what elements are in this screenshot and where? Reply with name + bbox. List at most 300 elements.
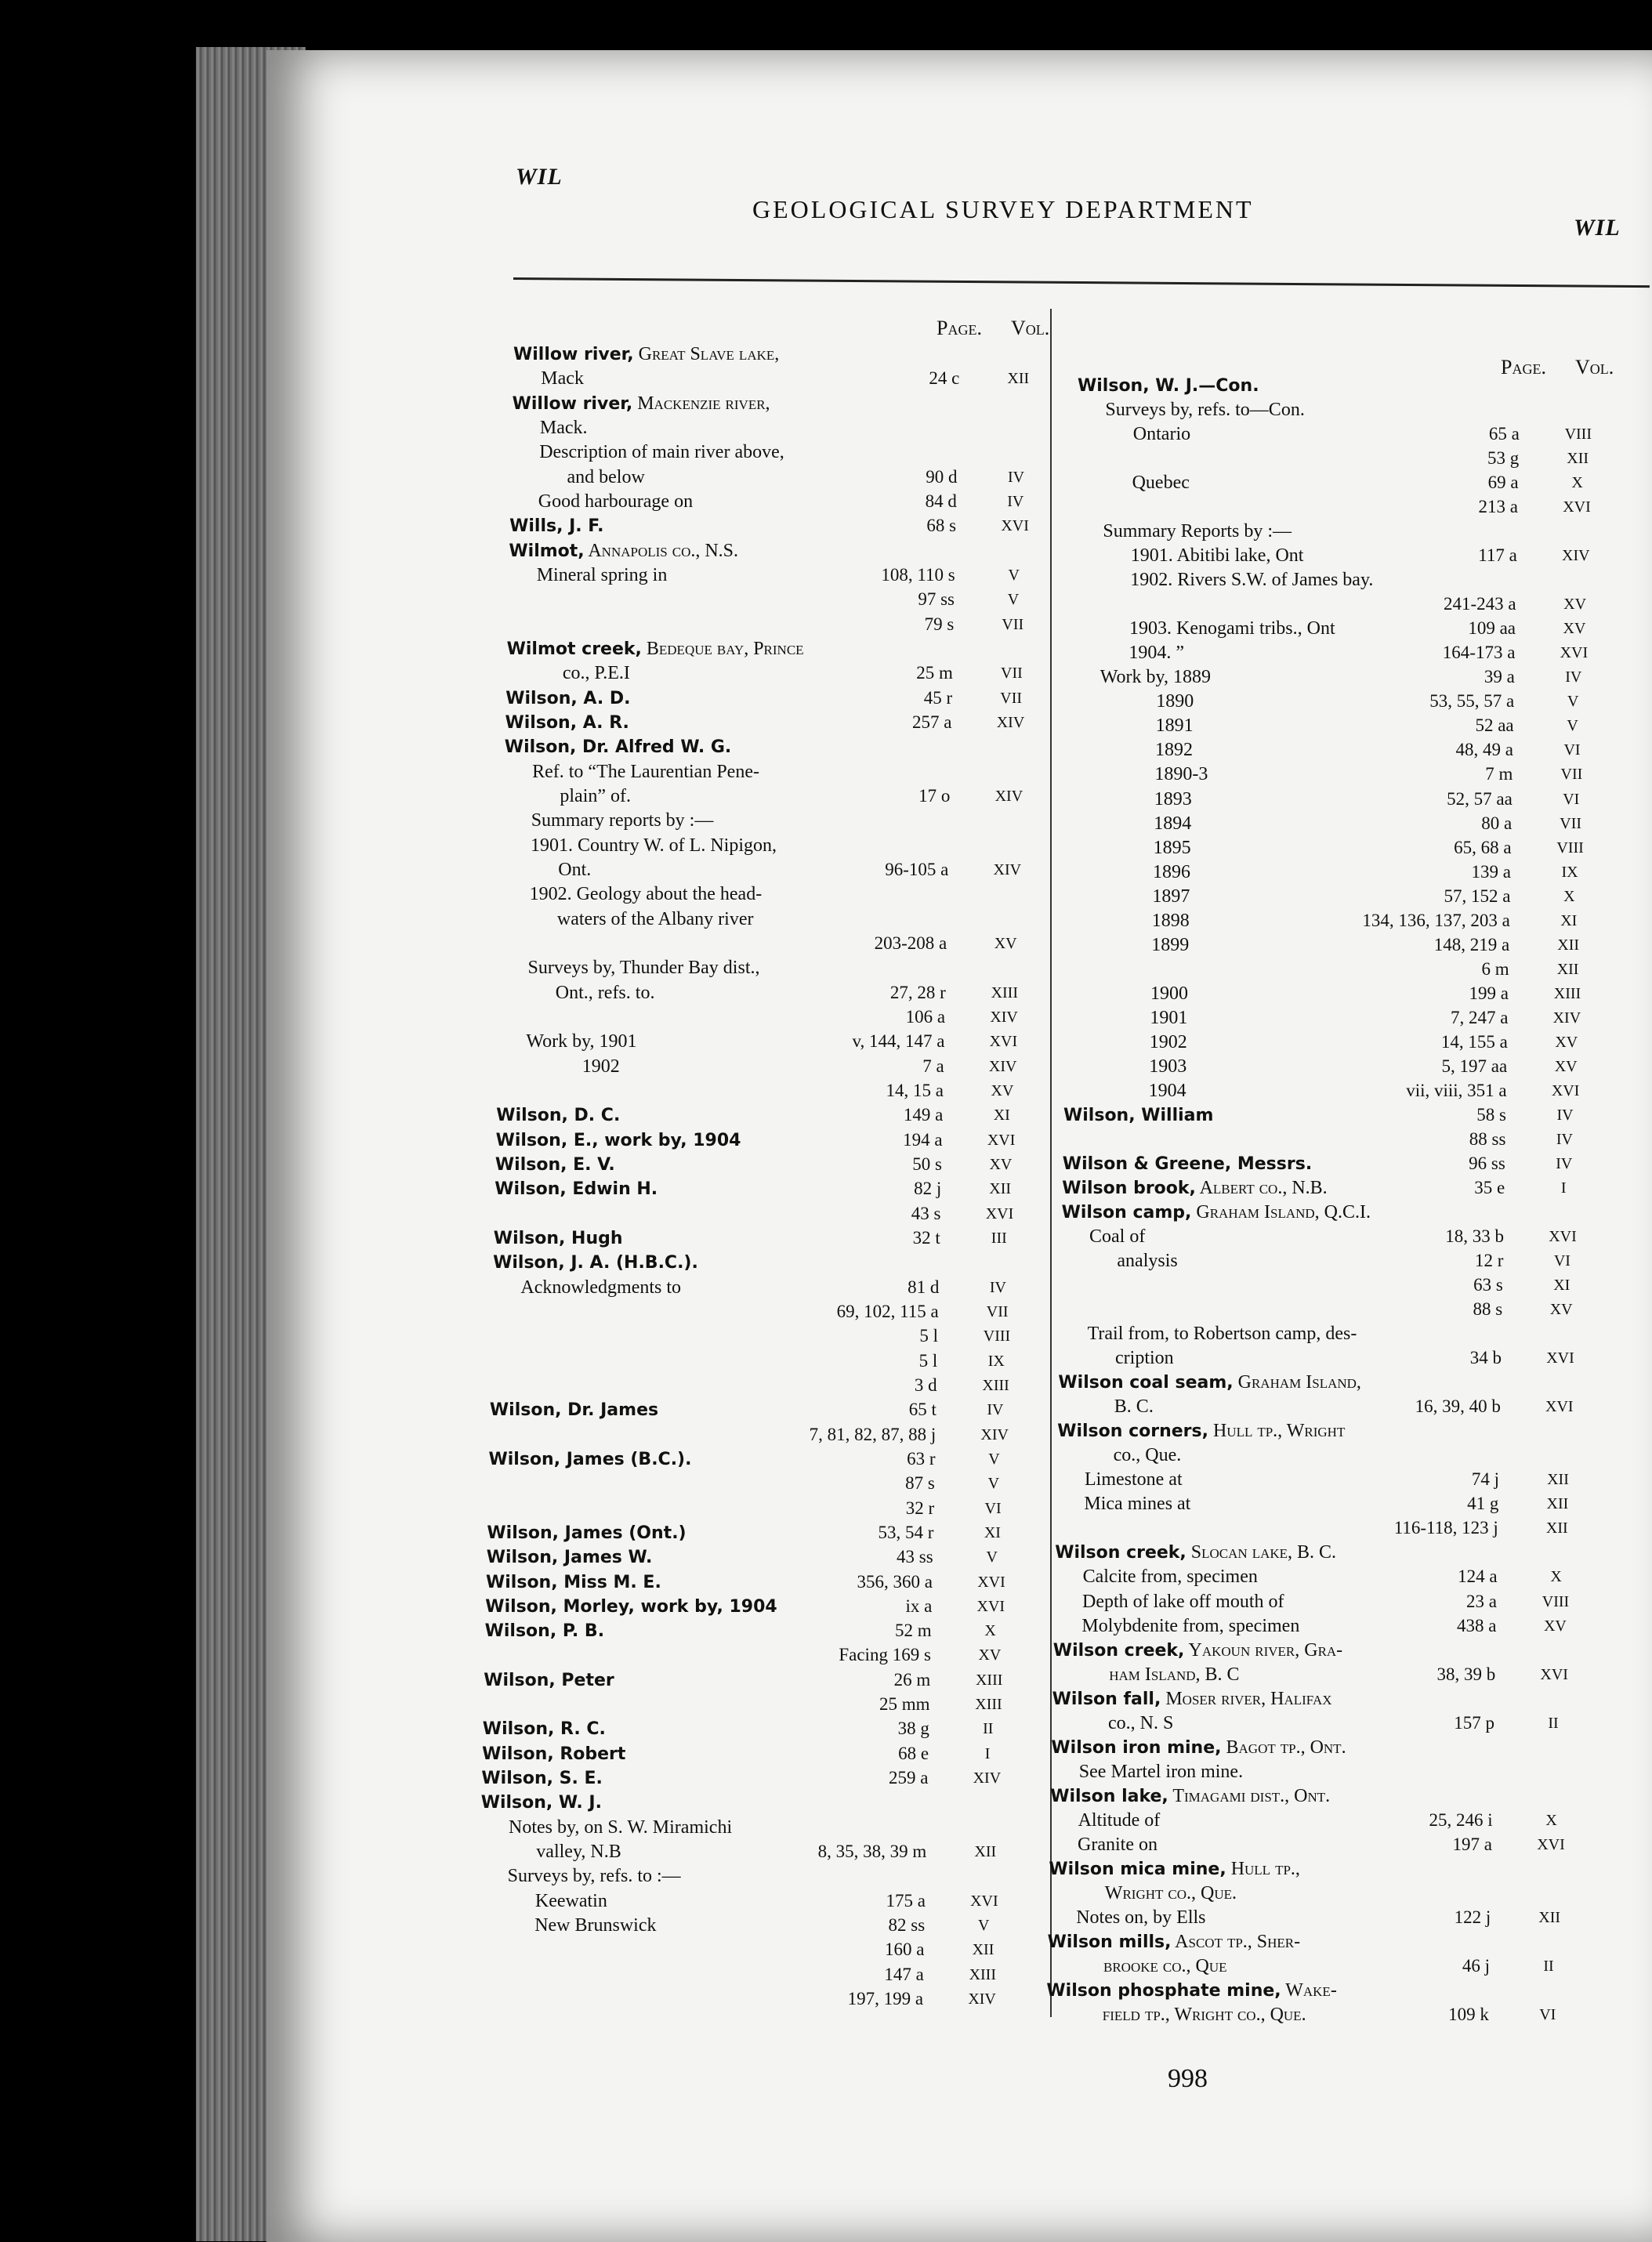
- page-ref: 63 s: [1473, 1275, 1503, 1295]
- index-entry: [540, 418, 588, 438]
- page-ref: 3 d: [914, 1375, 937, 1395]
- page-ref: 96-105 a: [885, 859, 949, 879]
- entry-text: plain” of.: [560, 785, 632, 806]
- entry-text: Ont.: [558, 859, 592, 880]
- index-entry: [1155, 740, 1193, 760]
- entry-text: Description of main river above,: [539, 442, 784, 463]
- entry-location: Yakoun river, Gra-: [1184, 1639, 1343, 1661]
- entry-heading: Wills, J. F.: [509, 516, 604, 537]
- volume-ref: XV: [1563, 596, 1587, 614]
- entry-text: Work by, 1901: [526, 1031, 637, 1052]
- volume-ref: IV: [987, 1401, 1004, 1419]
- entry-text: 1893: [1154, 788, 1192, 810]
- entry-text: Ontario: [1132, 424, 1191, 445]
- page-ref: 25, 246 i: [1429, 1809, 1493, 1830]
- index-entry: [1115, 1348, 1174, 1368]
- index-entry: [490, 1400, 658, 1421]
- index-entry: [1152, 911, 1190, 931]
- entry-text: New Brunswick: [534, 1915, 657, 1936]
- left-colhead-page: Page.: [936, 317, 982, 339]
- entry-heading: Wilson mica mine,: [1049, 1859, 1226, 1879]
- index-entry: [1154, 764, 1208, 784]
- page-ref: vii, viii, 351 a: [1406, 1080, 1507, 1100]
- index-entry: [1046, 1980, 1336, 2001]
- volume-ref: XVI: [1001, 517, 1029, 535]
- entry-heading: Wilson, James (Ont.): [487, 1523, 687, 1543]
- index-entry: [493, 1252, 698, 1273]
- entry-heading: Wilson, Dr. James: [489, 1400, 659, 1421]
- entry-heading: Willow river,: [512, 393, 633, 414]
- page-ref: 213 a: [1478, 497, 1518, 517]
- volume-ref: XV: [1555, 1033, 1578, 1051]
- volume-ref: V: [1567, 717, 1578, 735]
- entry-text: 1899: [1151, 934, 1190, 955]
- entry-text: 1895: [1153, 837, 1191, 858]
- volume-ref: XIV: [988, 1057, 1017, 1075]
- volume-ref: XVI: [1549, 1228, 1577, 1246]
- page-ref: 74 j: [1471, 1469, 1499, 1490]
- entry-location: Wake-: [1281, 1979, 1337, 2001]
- volume-ref: X: [1571, 474, 1583, 492]
- entry-location: Slocan lake, B. C.: [1186, 1542, 1337, 1563]
- index-entry: [1150, 1032, 1187, 1052]
- index-entry: [1050, 1786, 1330, 1807]
- volume-ref: XII: [989, 1180, 1012, 1198]
- index-entry: [1129, 618, 1335, 639]
- entry-text: field tp., Wright co., Que.: [1102, 2005, 1306, 2025]
- volume-ref: I: [1560, 1179, 1567, 1197]
- page-ref: 52, 57 aa: [1447, 788, 1513, 809]
- volume-ref: XVI: [1540, 1665, 1568, 1683]
- entry-heading: Wilson iron mine,: [1051, 1737, 1222, 1758]
- index-entry: [1105, 1883, 1237, 1903]
- index-entry: [1084, 1494, 1190, 1514]
- page-ref: v, 144, 147 a: [852, 1031, 945, 1052]
- page-ref: 32 r: [905, 1498, 935, 1518]
- page-ref: 438 a: [1456, 1615, 1497, 1635]
- volume-ref: XV: [994, 934, 1017, 952]
- index-entry: [1131, 545, 1304, 566]
- volume-ref: XVI: [985, 1204, 1014, 1222]
- volume-ref: XVI: [1560, 644, 1589, 662]
- entry-text: Mineral spring in: [536, 564, 668, 585]
- entry-text: Surveys by, refs. to :—: [507, 1866, 681, 1887]
- index-entry: [532, 762, 759, 782]
- index-entry: [1133, 424, 1190, 444]
- index-entry: [530, 884, 763, 904]
- header-left: WIL: [516, 164, 563, 190]
- volume-ref: II: [983, 1720, 994, 1738]
- header-title: GEOLOGICAL SURVEY DEPARTMENT: [752, 195, 1254, 223]
- index-entry: [1062, 1202, 1371, 1223]
- entry-heading: Wilson brook,: [1062, 1178, 1196, 1198]
- page-ref: 6 m: [1481, 958, 1509, 979]
- entry-text: 1892: [1155, 740, 1193, 761]
- volume-ref: VII: [1560, 814, 1582, 832]
- volume-ref: XIV: [973, 1769, 1002, 1787]
- page-ref: 5 l: [919, 1326, 938, 1346]
- index-entry: [1058, 1372, 1361, 1393]
- index-entry: [485, 1621, 604, 1642]
- index-entry: [513, 344, 779, 365]
- page-ref: 88 ss: [1469, 1128, 1506, 1149]
- page-ref: 149 a: [903, 1105, 944, 1125]
- volume-ref: XIV: [968, 1990, 996, 2008]
- volume-ref: VII: [1560, 766, 1583, 784]
- page-ref: 46 j: [1462, 1955, 1490, 1976]
- volume-ref: V: [987, 1475, 1000, 1493]
- index-entry: [1076, 1907, 1205, 1928]
- index-entry: [560, 786, 631, 806]
- index-entry: [1105, 400, 1304, 420]
- volume-ref: XII: [1545, 1519, 1568, 1538]
- index-entry: [1153, 862, 1190, 882]
- page-ref: 53 g: [1487, 448, 1520, 469]
- entry-text: 1890-3: [1154, 764, 1208, 785]
- entry-text: cription: [1115, 1348, 1174, 1369]
- index-entry: [1089, 1226, 1145, 1247]
- index-entry: [558, 860, 591, 880]
- entry-text: 1901: [1150, 1007, 1188, 1028]
- volume-ref: XII: [1007, 370, 1030, 388]
- index-entry: [1154, 838, 1191, 858]
- entry-text: Surveys by, Thunder Bay dist.,: [527, 958, 760, 979]
- entry-heading: Wilson, A. D.: [505, 688, 631, 708]
- page-ref: 7 a: [922, 1056, 944, 1076]
- page-ref: 356, 360 a: [857, 1571, 933, 1592]
- entry-text: Acknowledgments to: [520, 1277, 682, 1298]
- page-ref: ix a: [905, 1595, 933, 1616]
- entry-text: co., P.E.I: [562, 663, 630, 684]
- entry-text: Wright co., Que.: [1104, 1882, 1237, 1903]
- entry-text: Keewatin: [534, 1890, 607, 1911]
- volume-ref: XII: [1538, 1908, 1561, 1926]
- entry-text: 1900: [1150, 983, 1188, 1004]
- index-entry: [1085, 1469, 1183, 1490]
- index-entry: [1078, 1835, 1157, 1855]
- entry-heading: Wilson fall,: [1052, 1689, 1161, 1709]
- entry-text: 1901. Abitibi lake, Ont: [1130, 545, 1304, 567]
- index-entry: [538, 491, 693, 512]
- entry-location: Albert co., N.B.: [1195, 1177, 1328, 1198]
- volume-ref: XIV: [1562, 547, 1590, 565]
- index-entry: [1083, 1567, 1258, 1587]
- entry-heading: Wilson & Greene, Messrs.: [1062, 1154, 1313, 1174]
- volume-ref: XII: [1547, 1471, 1569, 1489]
- index-entry: [1149, 1081, 1186, 1101]
- entry-text: Work by, 1889: [1100, 667, 1211, 688]
- volume-ref: XIV: [994, 787, 1023, 805]
- left-colhead-vol: Vol.: [1011, 317, 1050, 339]
- volume-ref: XIII: [975, 1696, 1002, 1714]
- volume-ref: VII: [1000, 689, 1023, 707]
- page-ref: 7 m: [1485, 764, 1513, 784]
- page-ref: 259 a: [888, 1768, 929, 1788]
- volume-ref: XVI: [1537, 1835, 1565, 1853]
- entry-heading: Wilson, A. R.: [505, 712, 629, 733]
- index-entry: [1109, 1664, 1239, 1685]
- page-number: 998: [1168, 2064, 1208, 2093]
- index-entry: [495, 1179, 658, 1200]
- index-entry: [563, 663, 630, 683]
- index-entry: [536, 1842, 621, 1862]
- entry-heading: Wilmot creek,: [506, 639, 642, 659]
- page-ref: 194 a: [903, 1129, 943, 1150]
- index-entry: [507, 639, 804, 660]
- index-entry: [487, 1523, 686, 1544]
- page-ref: 5, 197 aa: [1441, 1056, 1508, 1076]
- page-ref: 197, 199 a: [847, 1989, 924, 2009]
- index-entry: [528, 958, 760, 978]
- volume-ref: VI: [1553, 1252, 1570, 1270]
- index-entry: [1052, 1689, 1332, 1710]
- header-right: WIL: [1574, 215, 1621, 241]
- volume-ref: XIII: [982, 1376, 1009, 1394]
- volume-ref: XV: [1563, 620, 1586, 638]
- entry-text: Summary Reports by :—: [1103, 521, 1292, 542]
- entry-location: Timagami dist., Ont.: [1168, 1785, 1331, 1806]
- entry-text: B. C.: [1114, 1396, 1154, 1418]
- index-entry: [537, 565, 668, 585]
- page-ref: 109 aa: [1468, 618, 1516, 639]
- volume-ref: XII: [1556, 960, 1579, 978]
- index-entry: [487, 1547, 653, 1568]
- entry-location: Mackenzie river,: [632, 393, 770, 414]
- entry-text: 1898: [1151, 910, 1190, 931]
- page-ref: 148, 219 a: [1433, 934, 1510, 954]
- page-ref: 53, 55, 57 a: [1429, 691, 1515, 712]
- entry-text: 1891: [1155, 715, 1194, 737]
- page-ref: 52 aa: [1475, 715, 1514, 736]
- entry-heading: Wilson, Morley, work by, 1904: [485, 1596, 777, 1617]
- entry-text: 1904. ”: [1129, 643, 1185, 664]
- entry-location: Graham Island,: [1233, 1372, 1361, 1393]
- index-entry: [495, 1154, 615, 1175]
- entry-location: Annapolis co., N.S.: [584, 540, 739, 561]
- entry-text: Depth of lake off mouth of: [1082, 1591, 1284, 1612]
- volume-ref: V: [988, 1450, 1000, 1468]
- entry-heading: Wilson, Dr. Alfred W. G.: [504, 737, 732, 758]
- volume-ref: IV: [989, 1278, 1006, 1296]
- page-ref: 50 s: [912, 1154, 942, 1174]
- index-entry: [557, 909, 754, 929]
- page-ref: 32 t: [912, 1227, 940, 1248]
- volume-ref: XIII: [1553, 984, 1581, 1002]
- page-ref: 203-208 a: [874, 933, 947, 953]
- index-entry: [1130, 570, 1373, 590]
- index-entry: [1063, 1154, 1312, 1175]
- page-ref: 88 s: [1473, 1299, 1503, 1320]
- index-entry: [489, 1449, 692, 1470]
- volume-ref: XIII: [969, 1965, 997, 1983]
- volume-ref: XII: [972, 1941, 994, 1959]
- volume-ref: VI: [1563, 741, 1581, 759]
- page-ref: 34 b: [1469, 1348, 1502, 1368]
- page-ref: 134, 136, 137, 203 a: [1362, 910, 1510, 930]
- volume-ref: X: [1563, 887, 1575, 905]
- index-entry: [1057, 1421, 1345, 1442]
- index-entry: [1049, 1859, 1300, 1880]
- page-ref: 26 m: [893, 1669, 931, 1690]
- entry-text: Molybdenite from, specimen: [1081, 1615, 1300, 1636]
- entry-text: 1902. Rivers S.W. of James bay.: [1130, 570, 1374, 591]
- entry-text: 1902: [1149, 1031, 1187, 1052]
- volume-ref: V: [1007, 591, 1020, 609]
- entry-heading: Wilson, S. E.: [481, 1769, 603, 1789]
- index-entry: [1154, 813, 1191, 834]
- volume-ref: XVI: [970, 1892, 998, 1910]
- index-entry: [1082, 1592, 1284, 1612]
- page-ref: 80 a: [1481, 813, 1513, 833]
- page-ref: 68 e: [898, 1743, 929, 1763]
- page-ref: 38, 39 b: [1436, 1664, 1496, 1684]
- volume-ref: XV: [991, 1081, 1014, 1099]
- index-entry: [1151, 935, 1189, 955]
- volume-ref: IV: [1556, 1130, 1573, 1148]
- entry-text: Notes on, by Ells: [1076, 1907, 1206, 1928]
- index-entry: [1081, 1616, 1299, 1636]
- page-ref: 90 d: [926, 466, 958, 487]
- entry-text: Ont., refs. to.: [555, 982, 655, 1003]
- volume-ref: IX: [1561, 863, 1578, 881]
- volume-ref: XIV: [993, 860, 1022, 878]
- page-ref: 41 g: [1467, 1494, 1499, 1514]
- page-ref: 116-118, 123 j: [1393, 1518, 1498, 1538]
- volume-ref: XIV: [996, 713, 1025, 731]
- entry-heading: Wilson, James (B.C.).: [488, 1449, 692, 1469]
- page-ref: 175 a: [886, 1890, 926, 1911]
- page-ref: 68 s: [926, 516, 957, 536]
- index-entry: [496, 1130, 741, 1151]
- volume-ref: II: [1543, 1957, 1554, 1975]
- entry-heading: Wilson, R. C.: [482, 1719, 606, 1740]
- entry-text: 1901. Country W. of L. Nipigon,: [531, 835, 777, 856]
- entry-heading: Wilson lake,: [1050, 1786, 1168, 1806]
- page-ref: 63 r: [907, 1448, 936, 1469]
- page-ref: 160 a: [885, 1940, 925, 1960]
- entry-text: co., N. S: [1108, 1712, 1174, 1733]
- index-entry: [1103, 2005, 1306, 2025]
- page-ref: 157 p: [1454, 1712, 1494, 1733]
- index-entry: [1150, 1008, 1187, 1028]
- entry-heading: Wilson mills,: [1047, 1932, 1172, 1952]
- volume-ref: XIII: [991, 983, 1019, 1001]
- page-ref: 139 a: [1471, 861, 1511, 882]
- page-ref: 241-243 a: [1443, 594, 1516, 614]
- page-ref: 79 s: [924, 614, 955, 634]
- volume-ref: V: [986, 1548, 998, 1567]
- entry-text: 1896: [1153, 861, 1190, 882]
- index-entry: [1152, 886, 1190, 907]
- index-entry: [1048, 1932, 1301, 1953]
- entry-text: brooke co., Que: [1103, 1955, 1227, 1976]
- entry-heading: Wilson, E. V.: [495, 1154, 615, 1175]
- volume-ref: I: [984, 1744, 991, 1762]
- entry-heading: Wilson, William: [1063, 1105, 1214, 1125]
- volume-ref: X: [1550, 1568, 1562, 1586]
- entry-text: Notes by, on S. W. Miramichi: [509, 1816, 733, 1838]
- index-entry: [1117, 1251, 1177, 1271]
- entry-text: Mack.: [539, 417, 588, 438]
- page-ref: 14, 155 a: [1440, 1031, 1508, 1052]
- index-entry: [1063, 1105, 1213, 1126]
- volume-ref: XVI: [976, 1597, 1005, 1615]
- page-ref: 53, 54 r: [878, 1522, 934, 1542]
- volume-ref: XII: [1567, 450, 1589, 468]
- page-ref: 97 ss: [918, 589, 955, 610]
- page-ref: 27, 28 r: [889, 982, 946, 1002]
- entry-text: waters of the Albany river: [556, 908, 754, 929]
- volume-ref: XIV: [990, 1008, 1018, 1026]
- index-entry: [1156, 715, 1194, 736]
- entry-heading: Willow river,: [513, 345, 634, 364]
- volume-ref: XVI: [1545, 1398, 1574, 1416]
- index-entry: [534, 1915, 656, 1936]
- volume-ref: XV: [1554, 1057, 1578, 1075]
- volume-ref: XVI: [977, 1573, 1005, 1591]
- entry-heading: Wilson, Peter: [484, 1670, 614, 1690]
- page-ref: 16, 39, 40 b: [1415, 1396, 1501, 1417]
- entry-text: Good harbourage on: [538, 491, 694, 512]
- entry-heading: Wilson, Hugh: [493, 1228, 623, 1248]
- index-entry: [531, 835, 777, 856]
- index-entry: [535, 1891, 607, 1911]
- page-ref: 17 o: [918, 785, 951, 806]
- page-ref: Facing 169 s: [839, 1645, 931, 1665]
- volume-ref: XIV: [980, 1425, 1009, 1443]
- entry-text: 1903. Kenogami tribs., Ont: [1129, 618, 1335, 639]
- volume-ref: VIII: [1556, 838, 1584, 857]
- volume-ref: XV: [978, 1646, 1002, 1664]
- index-entry: [531, 810, 714, 831]
- page-ref: 257 a: [912, 712, 952, 732]
- volume-ref: VI: [1539, 2006, 1556, 2023]
- page-ref: 25 m: [916, 663, 953, 683]
- index-entry: [481, 1768, 602, 1789]
- page-ref: 7, 247 a: [1450, 1007, 1509, 1027]
- page-ref: 48, 49 a: [1455, 740, 1513, 760]
- volume-ref: XI: [1553, 1277, 1570, 1295]
- index-entry: [494, 1228, 623, 1249]
- index-entry: [567, 467, 645, 487]
- volume-ref: XVI: [1563, 498, 1591, 516]
- index-entry: [1055, 1542, 1336, 1563]
- page-ref: 7, 81, 82, 87, 88 j: [809, 1424, 936, 1444]
- entry-text: co., Que.: [1113, 1445, 1182, 1466]
- volume-ref: IV: [1556, 1106, 1574, 1124]
- entry-text: Limestone at: [1085, 1469, 1183, 1490]
- volume-ref: V: [1567, 693, 1579, 711]
- index-entry: [1156, 691, 1194, 712]
- index-entry: [1088, 1324, 1357, 1344]
- entry-heading: Wilson phosphate mine,: [1046, 1980, 1281, 2001]
- entry-text: 1902. Geology about the head-: [529, 884, 763, 905]
- entry-heading: Wilson, D. C.: [496, 1106, 621, 1126]
- entry-text: Ref. to “The Laurentian Pene-: [532, 761, 759, 782]
- volume-ref: II: [1548, 1714, 1559, 1732]
- index-entry: [1129, 643, 1184, 663]
- entry-text: Trail from, to Robertson camp, des-: [1087, 1324, 1357, 1345]
- index-entry: [481, 1792, 602, 1813]
- page-ref: 58 s: [1476, 1104, 1506, 1125]
- volume-ref: XV: [1543, 1617, 1567, 1635]
- index-entry: [1114, 1445, 1182, 1465]
- entry-text: Granite on: [1078, 1834, 1157, 1855]
- index-entry: [582, 1056, 620, 1077]
- page-ref: 65, 68 a: [1454, 837, 1512, 857]
- index-entry: [508, 1866, 681, 1886]
- volume-ref: VII: [1001, 665, 1023, 683]
